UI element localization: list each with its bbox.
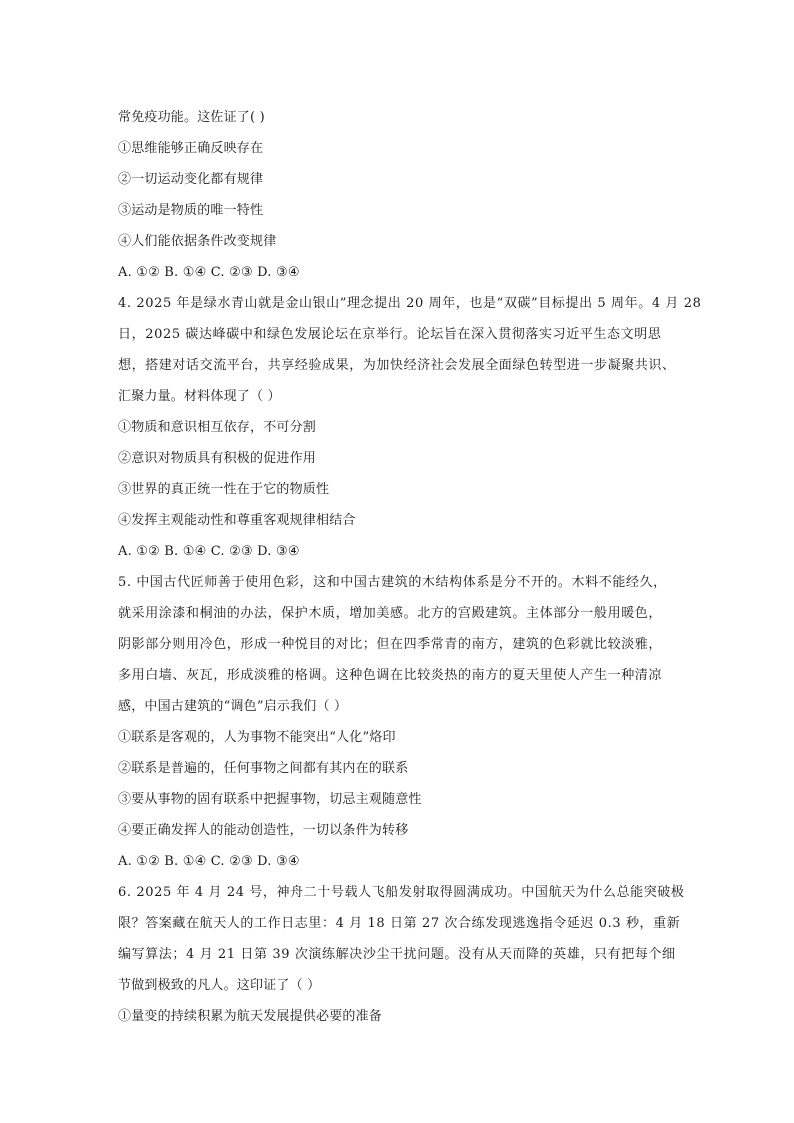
question-4: [118, 288, 702, 567]
question-4-stem-line: 汇聚力量。材料体现了（ ）: [118, 389, 281, 404]
question-5-option-4: ④要正确发挥人的能动创造性，一切以条件为转移: [118, 823, 409, 838]
question-3-option-3: ③运动是物质的唯一特性: [118, 203, 264, 218]
question-4-option-4: ④发挥主观能动性和尊重客观规律相结合: [118, 513, 356, 528]
question-3-choices: A. ①② B. ①④ C. ②③ D. ③④: [118, 265, 300, 280]
question-5: [118, 567, 678, 877]
question-4-stem-line: 日，2025 碳达峰碳中和绿色发展论坛在京举行。论坛旨在深入贯彻落实习近平生态文明思: [118, 327, 662, 342]
question-3-option-1: ①思维能够正确反映存在: [118, 141, 264, 156]
question-5-option-2: ②联系是普遍的，任何事物之间都有其内在的联系: [118, 761, 409, 776]
question-5-stem-line: 就采用涂漆和桐油的办法，保护木质，增加美感。北方的宫殿建筑。主体部分一般用暖色，: [118, 606, 663, 621]
question-6-stem-line: 编写算法；4 月 21 日第 39 次演练解决沙尘干扰问题。没有从天而降的英雄，只有把每个细: [118, 947, 676, 962]
question-5-stem-line: 阴影部分则用冷色，形成一种悦目的对比；但在四季常青的南方，建筑的色彩就比较淡雅，: [118, 637, 663, 652]
question-3-option-2: ②一切运动变化都有规律: [118, 172, 264, 187]
question-5-stem-line: 5. 中国古代匠师善于使用色彩，这和中国古建筑的木结构体系是分不开的。木料不能经久，: [118, 575, 667, 590]
question-5-option-3: ③要从事物的固有联系中把握事物，切忌主观随意性: [118, 792, 422, 807]
question-5-option-1: ①联系是客观的，人为事物不能突出“人化”烙印: [118, 730, 396, 745]
question-4-option-3: ③世界的真正统一性在于它的物质性: [118, 482, 330, 497]
question-6-stem-line: 6. 2025 年 4 月 24 号，神舟二十号载人飞船发射取得圆满成功。中国航天为什么总能突破极: [118, 885, 685, 900]
question-6: [118, 877, 685, 1032]
question-6-stem-line: 节做到极致的凡人。这印证了（ ）: [118, 978, 321, 993]
question-3-tail: [118, 102, 678, 288]
page-content: [118, 102, 702, 1032]
question-4-option-1: ①物质和意识相互依存，不可分割: [118, 420, 317, 435]
question-4-choices: A. ①② B. ①④ C. ②③ D. ③④: [118, 544, 300, 559]
question-5-choices: A. ①② B. ①④ C. ②③ D. ③④: [118, 854, 300, 869]
question-5-stem-line: 多用白墙、灰瓦，形成淡雅的格调。这种色调在比较炎热的南方的夏天里使人产生一种清凉: [118, 668, 663, 683]
question-4-stem-line: 4. 2025 年是绿水青山就是金山银山”理念提出 20 周年，也是“双碳”目标提出 5 周年。4 月 28: [118, 296, 702, 311]
question-4-option-2: ②意识对物质具有积极的促进作用: [118, 451, 317, 466]
question-6-option-1: ①量变的持续积累为航天发展提供必要的准备: [118, 1009, 383, 1024]
question-3-stem-tail: 常免疫功能。这佐证了( ): [118, 110, 265, 125]
question-6-stem-line: 限？答案藏在航天人的工作日志里：4 月 18 日第 27 次合练发现逃逸指令延迟 0.3 秒，重新: [118, 916, 681, 931]
question-3-option-4: ④人们能依据条件改变规律: [118, 234, 277, 249]
question-4-stem-line: 想，搭建对话交流平台，共享经验成果，为加快经济社会发展全面绿色转型进一步凝聚共识、: [118, 358, 676, 373]
question-5-stem-line: 感，中国古建筑的“调色”启示我们（ ）: [118, 699, 348, 714]
